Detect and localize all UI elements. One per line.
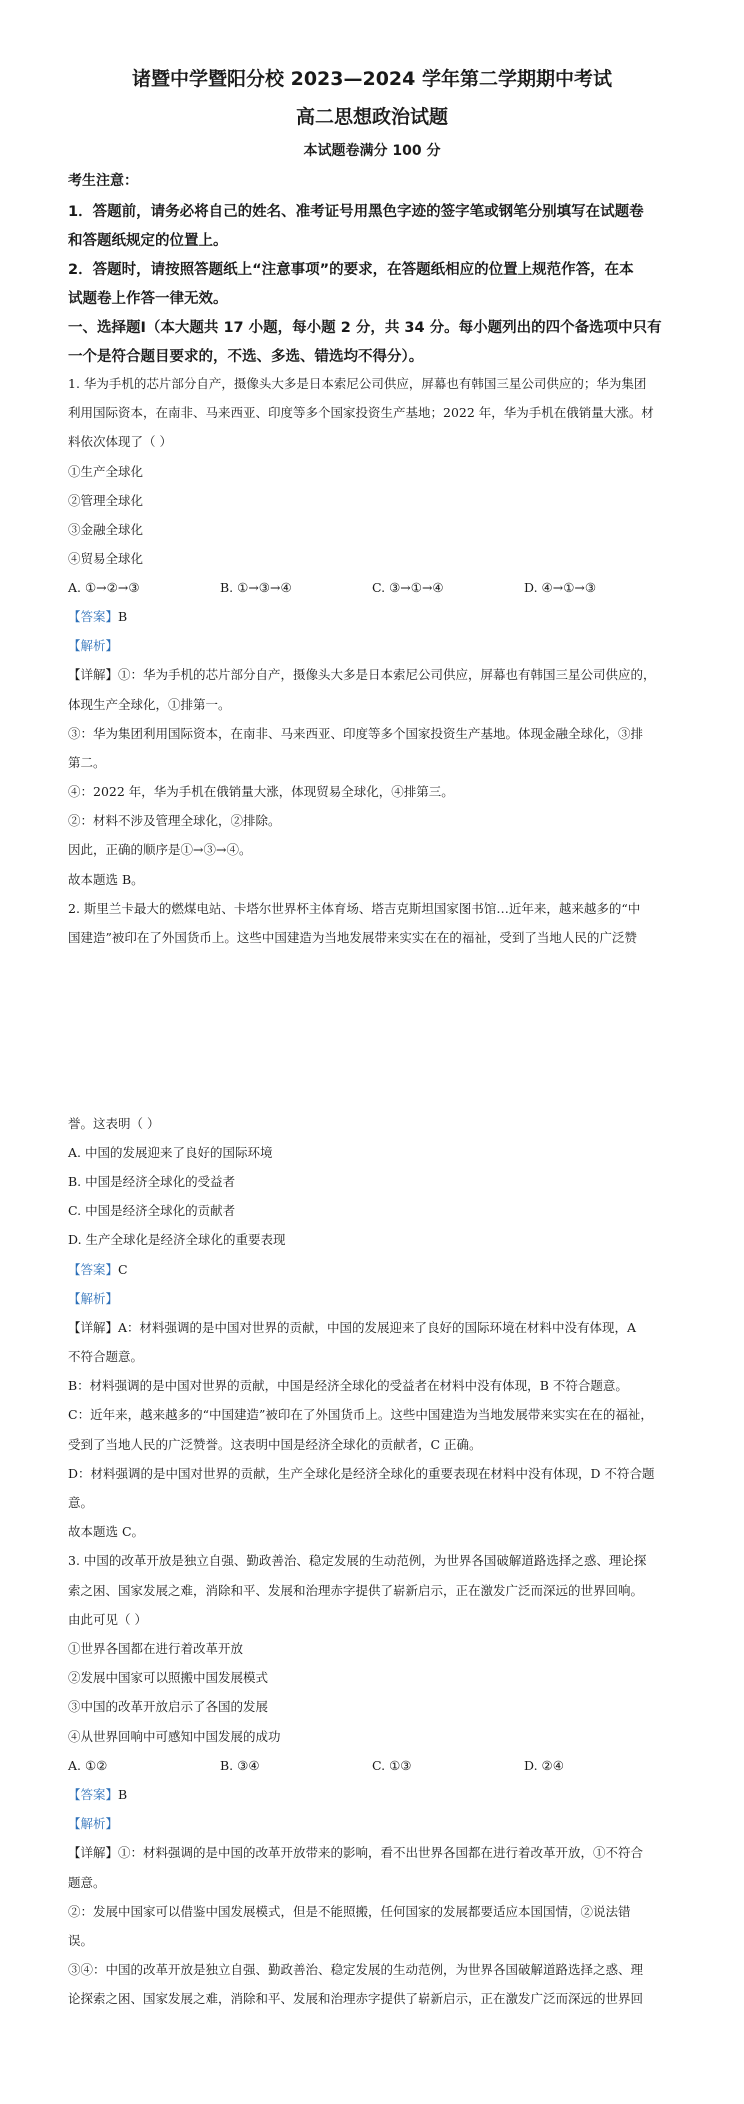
- q2-detail-line: 故本题选 C。: [68, 1524, 145, 1539]
- q3-answer: [68, 1789, 127, 1802]
- q3-statement: ③中国的改革开放启示了各国的发展: [68, 1699, 269, 1714]
- q1-statement: ③金融全球化: [68, 522, 144, 537]
- q3-option-a: A. ①②: [68, 1758, 108, 1773]
- notice-item-1-cont: 和答题纸规定的位置上。: [68, 233, 228, 249]
- q2-stem-line: 誉。这表明（ ）: [68, 1116, 160, 1131]
- q1-stem-line: 利用国际资本，在南非、马来西亚、印度等多个国家投资生产基地；2022 年，华为手机在俄销量大涨。材: [68, 405, 654, 420]
- q1-answer-value: B: [118, 609, 128, 624]
- q1-stem-line: 料依次体现了（ ）: [68, 434, 172, 449]
- q1-detail-line: 体现生产全球化，①排第一。: [68, 697, 231, 712]
- section-heading: 一、选择题Ⅰ（本大题共 17 小题，每小题 2 分，共 34 分。每小题列出的四个备选项中只有: [68, 320, 662, 336]
- notice-item-2: 2．答题时，请按照答题纸上“注意事项”的要求，在答题纸相应的位置上规范作答，在本: [68, 262, 634, 278]
- q1-detail-line: ②：材料不涉及管理全球化，②排除。: [68, 813, 281, 828]
- notice-heading: 考生注意：: [68, 173, 138, 189]
- detail-tag: 【详解】: [68, 667, 119, 682]
- q2-detail-line: 不符合题意。: [68, 1349, 144, 1364]
- q3-analysis-tag: 【解析】: [68, 1816, 119, 1831]
- exam-subject: 高二思想政治试题: [295, 106, 448, 128]
- q1-statement: ②管理全球化: [68, 493, 144, 508]
- q1-detail-line: 故本题选 B。: [68, 872, 144, 887]
- notice-item-1: 1．答题前，请务必将自己的姓名、准考证号用黑色字迹的签字笔或钢笔分别填写在试题卷: [68, 204, 644, 220]
- q2-option-d: D. 生产全球化是经济全球化的重要表现: [68, 1232, 286, 1247]
- q1-option-b: B. ①→③→④: [220, 580, 292, 595]
- q3-option-c: C. ①③: [372, 1758, 412, 1773]
- q2-option-b: B. 中国是经济全球化的受益者: [68, 1174, 236, 1189]
- q2-answer-value: C: [118, 1262, 128, 1277]
- q1-option-a: A. ①→②→③: [68, 580, 140, 595]
- q3-stem-line: 索之困、国家发展之难，消除和平、发展和治理赤字提供了崭新启示，正在激发广泛而深远的世界回响。: [68, 1583, 644, 1598]
- q1-detail-line: [68, 669, 656, 682]
- q2-stem-line: 2. 斯里兰卡最大的燃煤电站、卡塔尔世界杯主体育场、塔吉克斯坦国家图书馆…近年来，越来越多的“中: [68, 901, 641, 916]
- q1-option-c: C. ③→①→④: [372, 580, 444, 595]
- q2-detail-line: D：材料强调的是中国对世界的贡献，生产全球化是经济全球化的重要表现在材料中没有体现，D 不符合题: [68, 1466, 655, 1481]
- q2-detail-line: B：材料强调的是中国对世界的贡献，中国是经济全球化的受益者在材料中没有体现，B 不符合题意。: [68, 1378, 628, 1393]
- detail-tag: 【详解】: [68, 1845, 119, 1860]
- q3-statement: ①世界各国都在进行着改革开放: [68, 1641, 244, 1656]
- q3-statement: ④从世界回响中可感知中国发展的成功: [68, 1729, 281, 1744]
- q1-option-d: D. ④→①→③: [524, 580, 597, 595]
- q1-statement: ①生产全球化: [68, 464, 144, 479]
- q3-option-d: D. ②④: [524, 1758, 564, 1773]
- q2-analysis-tag: 【解析】: [68, 1291, 119, 1306]
- q2-detail-line: [68, 1322, 636, 1335]
- q1-detail-line: 第二。: [68, 755, 106, 770]
- q3-statement: ②发展中国家可以照搬中国发展模式: [68, 1670, 269, 1685]
- q1-detail-text: ①：华为手机的芯片部分自产，摄像头大多是日本索尼公司供应，屏幕也有韩国三星公司供应的，: [118, 667, 656, 682]
- q2-answer: [68, 1264, 128, 1277]
- q2-detail-text: A：材料强调的是中国对世界的贡献，中国的发展迎来了良好的国际环境在材料中没有体现，A: [118, 1320, 637, 1335]
- q2-stem-line: 国建造”被印在了外国货币上。这些中国建造为当地发展带来实实在在的福祉，受到了当地人民的广泛赞: [68, 930, 637, 945]
- answer-tag: 【答案】: [68, 1262, 119, 1277]
- detail-tag: 【详解】: [68, 1320, 119, 1335]
- q3-detail-line: 论探索之困、国家发展之难，消除和平、发展和治理赤字提供了崭新启示，正在激发广泛而深远的世界回: [68, 1991, 644, 2006]
- q3-detail-line: ②：发展中国家可以借鉴中国发展模式，但是不能照搬，任何国家的发展都要适应本国国情，②说法错: [68, 1904, 631, 1919]
- q3-detail-line: 题意。: [68, 1875, 106, 1890]
- section-heading-cont: 一个是符合题目要求的，不选、多选、错选均不得分）。: [68, 349, 424, 365]
- q1-stem-line: 1. 华为手机的芯片部分自产，摄像头大多是日本索尼公司供应，屏幕也有韩国三星公司供应的；华为集团: [68, 376, 647, 391]
- q1-detail-line: ④：2022 年，华为手机在俄销量大涨，体现贸易全球化，④排第三。: [68, 784, 454, 799]
- exam-score-note: 本试题卷满分 100 分: [303, 143, 441, 159]
- q3-stem-line: 3. 中国的改革开放是独立自强、勤政善治、稳定发展的生动范例，为世界各国破解道路选择之惑、理论探: [68, 1553, 647, 1568]
- q2-detail-line: 受到了当地人民的广泛赞誉。这表明中国是经济全球化的贡献者，C 正确。: [68, 1437, 482, 1452]
- q2-detail-line: C：近年来，越来越多的“中国建造”被印在了外国货币上。这些中国建造为当地发展带来实实在在的福祉，: [68, 1407, 653, 1422]
- answer-tag: 【答案】: [68, 609, 119, 624]
- q1-analysis-tag: 【解析】: [68, 638, 119, 653]
- answer-tag: 【答案】: [68, 1787, 119, 1802]
- q3-detail-line: 误。: [68, 1933, 94, 1948]
- q1-statement: ④贸易全球化: [68, 551, 144, 566]
- exam-title: 诸暨中学暨阳分校 2023—2024 学年第二学期期中考试: [132, 68, 612, 90]
- q3-detail-line: [68, 1847, 643, 1860]
- q3-stem-line: 由此可见（ ）: [68, 1612, 147, 1627]
- q3-detail-line: ③④：中国的改革开放是独立自强、勤政善治、稳定发展的生动范例，为世界各国破解道路选择之惑、理: [68, 1962, 644, 1977]
- q2-option-c: C. 中国是经济全球化的贡献者: [68, 1203, 236, 1218]
- q1-detail-line: 因此，正确的顺序是①→③→④。: [68, 842, 252, 857]
- q1-answer: [68, 611, 127, 624]
- notice-item-2-cont: 试题卷上作答一律无效。: [68, 291, 228, 307]
- q3-answer-value: B: [118, 1787, 128, 1802]
- q2-detail-line: 意。: [68, 1495, 94, 1510]
- q2-option-a: A. 中国的发展迎来了良好的国际环境: [68, 1145, 273, 1160]
- q3-option-b: B. ③④: [220, 1758, 260, 1773]
- q3-detail-text: ①：材料强调的是中国的改革开放带来的影响，看不出世界各国都在进行着改革开放，①不符合: [118, 1845, 644, 1860]
- q1-detail-line: ③：华为集团利用国际资本，在南非、马来西亚、印度等多个国家投资生产基地。体现金融全球化，③排: [68, 726, 644, 741]
